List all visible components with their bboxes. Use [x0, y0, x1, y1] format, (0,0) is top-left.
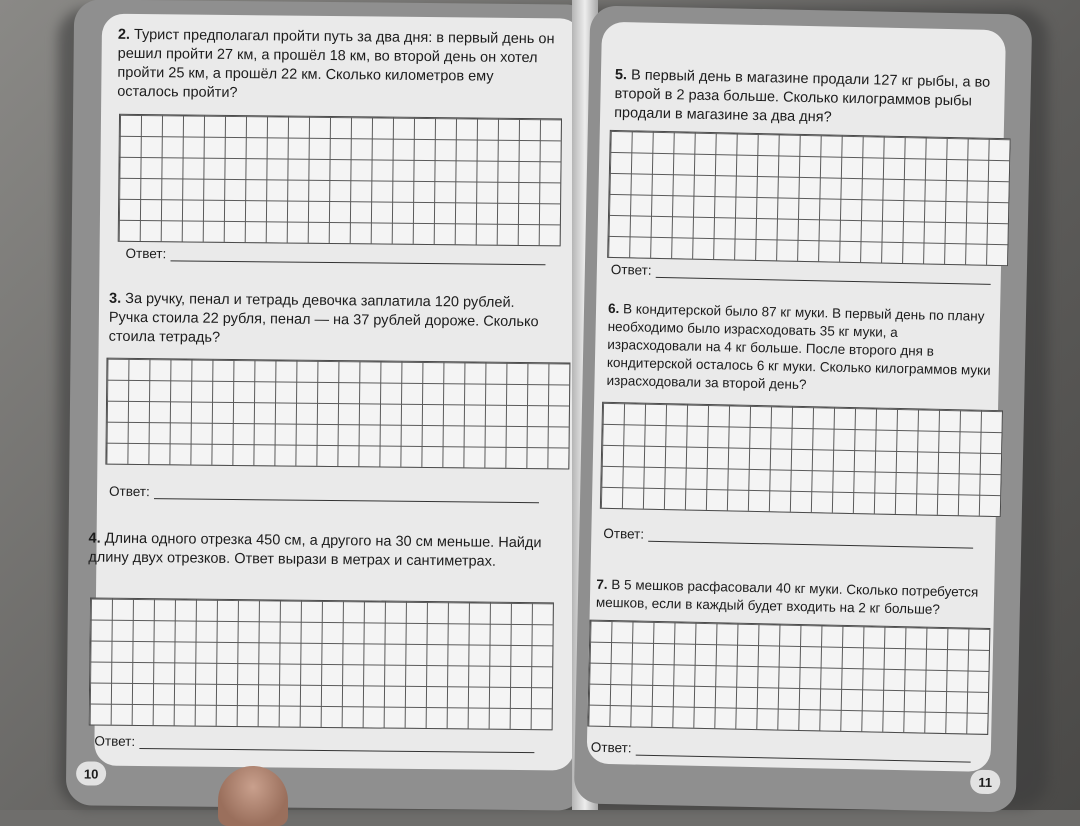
answer-grid-task-3[interactable]	[105, 358, 570, 470]
answer-row-task-6	[603, 526, 973, 549]
task-body: В 5 мешков расфасовали 40 кг муки. Сколько потребуется мешков, если в каждый будет входить на 2 кг больше?	[595, 577, 979, 617]
answer-label: Ответ:	[94, 733, 136, 749]
right-page-inner	[587, 22, 1006, 772]
task-5	[614, 66, 999, 131]
task-number: 4.	[88, 530, 101, 547]
answer-grid-task-4[interactable]	[89, 598, 554, 731]
answer-grid-task-6[interactable]	[600, 402, 1003, 517]
answer-grid-task-5[interactable]	[607, 130, 1011, 266]
task-text	[614, 66, 999, 131]
task-body: В кондитерской было 87 кг муки. В первый день по плану необходимо было израсходовать 35 кг муки, а израсходовали на 4 кг больше. После второго дня в кондитерской осталось 6 кг муки. Сколько килограммов муки израсходовали за второй день?	[606, 301, 991, 393]
task-number: 2.	[117, 26, 131, 43]
answer-row-task-3	[109, 484, 539, 504]
task-body: Длина одного отрезка 450 см, а другого на 30 см меньше. Найди длину двух отрезков. Ответ вырази в метрах и сантиметрах.	[88, 530, 542, 570]
answer-label: Ответ:	[603, 525, 645, 542]
task-4	[88, 529, 562, 572]
task-text	[109, 290, 556, 352]
task-2	[117, 26, 558, 107]
answer-label: Ответ:	[610, 261, 652, 278]
task-number: 3.	[109, 290, 122, 307]
left-page-inner	[88, 14, 582, 771]
task-number: 5.	[614, 66, 628, 84]
answer-line[interactable]	[648, 529, 973, 549]
task-text	[596, 576, 995, 620]
answer-line[interactable]	[655, 265, 990, 285]
task-text	[606, 300, 994, 398]
page-number-right: 11	[970, 770, 1000, 795]
task-number: 7.	[596, 576, 608, 592]
page-number-left: 10	[76, 761, 106, 785]
answer-grid-task-2[interactable]	[118, 114, 562, 247]
answer-row-task-5	[611, 262, 991, 285]
left-page	[66, 0, 592, 811]
answer-label: Ответ:	[109, 483, 150, 500]
task-body: Турист предполагал пройти путь за два дня: в первый день он решил пройти 27 км, а прошёл 18 км, во второй день он хотел пройти 25 км, а прошёл 22 км. Сколько километров ему осталось пройти?	[117, 26, 555, 102]
task-text	[88, 529, 562, 572]
task-number: 6.	[607, 300, 620, 317]
answer-grid-task-7[interactable]	[587, 620, 990, 735]
task-3	[109, 290, 556, 352]
task-text	[117, 26, 558, 107]
answer-label: Ответ:	[590, 739, 632, 756]
task-body: В первый день в магазине продали 127 кг рыбы, а во второй в 2 раза больше. Сколько килограммов рыбы продали в магазине за два дня?	[613, 67, 991, 126]
task-7	[596, 576, 995, 620]
answer-line[interactable]	[170, 248, 545, 265]
task-6	[606, 300, 994, 398]
answer-label: Ответ:	[125, 245, 167, 262]
task-body: За ручку, пенал и тетрадь девочка заплатила 120 рублей. Ручка стоила 22 рубля, пенал — на 37 рублей дороже. Сколько стоила тетрадь?	[108, 290, 539, 346]
answer-line[interactable]	[635, 743, 970, 763]
answer-row-task-7	[591, 740, 971, 763]
answer-row-task-2	[125, 246, 545, 265]
answer-line[interactable]	[139, 736, 534, 753]
answer-line[interactable]	[154, 486, 539, 503]
answer-row-task-4	[94, 734, 534, 754]
right-page	[574, 5, 1033, 812]
